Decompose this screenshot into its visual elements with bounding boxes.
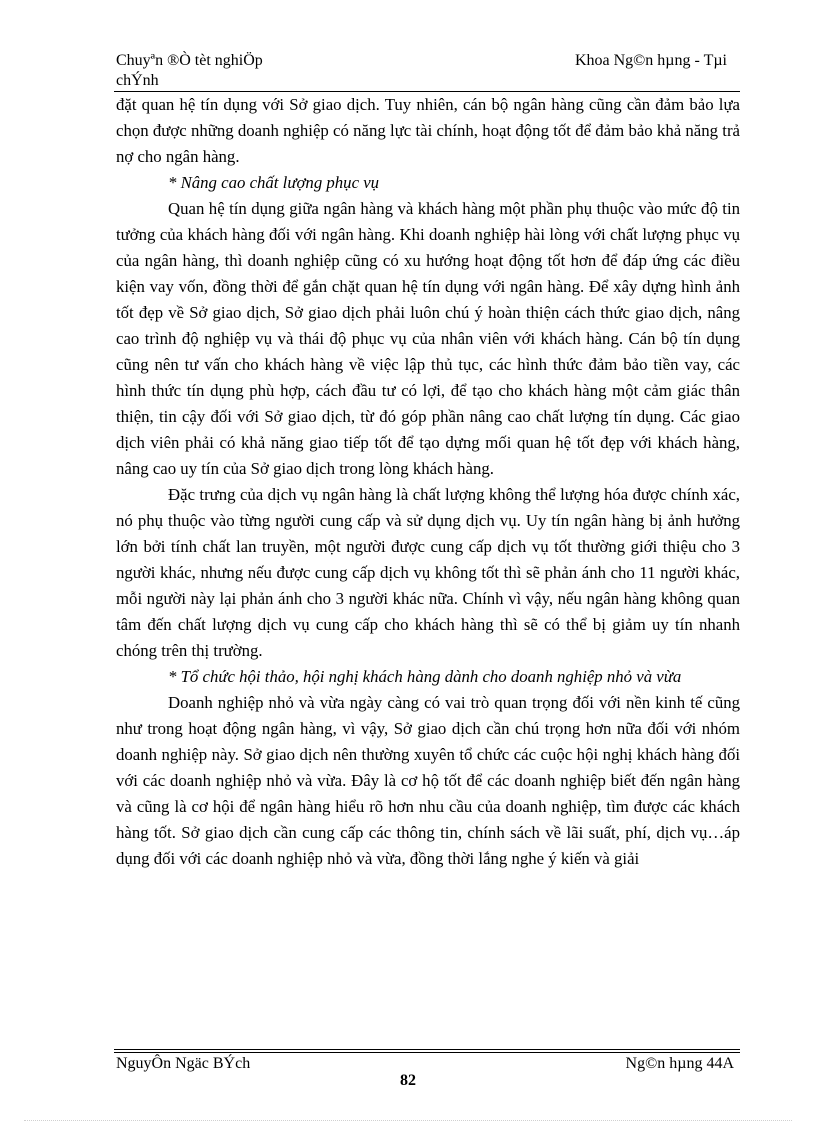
footer-author: NguyÔn Ngäc BÝch [116,1055,251,1072]
page-bottom-border [24,1120,792,1121]
subheading-service-quality: * Nâng cao chất lượng phục vụ [168,173,380,192]
footer-rule-top [114,1049,740,1050]
footer-rule-bottom [114,1052,740,1053]
paragraph-service-quality: Quan hệ tín dụng giữa ngân hàng và khách hàng một phần phụ thuộc vào mức độ tin tưởng của khách hàng đối với ngân hàng. Khi doanh nghiệp hài lòng với chất lượng phục vụ của ngân hàng, thì doanh nghiệp cũng có xu hướng hoạt động tốt hơn để đáp ứng các điều kiện vay vốn, đồng thời để gắn chặt quan hệ tín dụng với ngân hàng. Để xây dựng hình ảnh tốt đẹp về Sở giao dịch, Sở giao dịch phải luôn chú ý hoàn thiện cách thức giao dịch, nâng cao trình độ nghiệp vụ và thái độ phục vụ của nhân viên với khách hàng. Cán bộ tín dụng cũng nên tư vấn cho khách hàng về việc lập thủ tục, các hình thức đảm bảo tiền vay, các hình thức tín dụng phù hợp, cách đầu tư có lợi, để tạo cho khách hàng một cảm giác thân thiện, tin cậy đối với Sở giao dịch, từ đó góp phần nâng cao chất lượng tín dụng. Các giao dịch viên phải có khả năng giao tiếp tốt để tạo dựng mối quan hệ tốt đẹp với khách hàng, nâng cao uy tín của Sở giao dịch trong lòng khách hàng. [116,199,740,478]
header-right: Khoa Ng©n hµng - Tµi [574,52,727,69]
paragraph-sme-conferences: Doanh nghiệp nhỏ và vừa ngày càng có vai trò quan trọng đối với nền kinh tế cũng như trong hoạt động ngân hàng, vì vậy, Sở giao dịch cần chú trọng hơn nữa đối với nhóm doanh nghiệp này. Sở giao dịch nên thường xuyên tổ chức các cuộc hội nghị khách hàng đối với các doanh nghiệp nhỏ và vừa. Đây là cơ hộ tốt để các doanh nghiệp biết đến ngân hàng và cũng là cơ hội để ngân hàng hiểu rõ hơn nhu cầu của doanh nghiệp, tìm được các khách hàng tốt. Sở giao dịch cần cung cấp các thông tin, chính sách về lãi suất, phí, dịch vụ…áp dụng đối với các doanh nghiệp nhỏ và vừa, đồng thời lắng nghe ý kiến và giải [116,693,740,868]
page-body [116,92,740,872]
paragraph-continuation: đặt quan hệ tín dụng với Sở giao dịch. Tuy nhiên, cán bộ ngân hàng cũng cần đảm bảo lựa chọn được những doanh nghiệp có năng lực tài chính, hoạt động tốt để đảm bảo khả năng trả nợ cho ngân hàng. [116,95,740,166]
header-left: Chuyªn ®Ò tèt nghiÖp chÝnh [116,52,263,89]
footer-class: Ng©n hµng 44A [625,1055,734,1072]
paragraph-service-characteristics: Đặc trưng của dịch vụ ngân hàng là chất lượng không thể lượng hóa được chính xác, nó phụ thuộc vào từng người cung cấp và sử dụng dịch vụ. Uy tín ngân hàng bị ảnh hưởng lớn bởi tính chất lan truyền, một người được cung cấp dịch vụ tốt thường giới thiệu cho 3 người khác, nhưng nếu được cung cấp dịch vụ không tốt thì sẽ phản ánh cho 11 người khác, mỗi người này lại phản ánh cho 3 người khác nữa. Chính vì vậy, nếu ngân hàng không quan tâm đến chất lượng dịch vụ cung cấp cho khách hàng thì sẽ có thể bị giảm uy tín nhanh chóng trên thị trường. [116,485,740,660]
page-number: 82 [400,1072,416,1089]
subheading-conferences: * Tổ chức hội thảo, hội nghị khách hàng dành cho doanh nghiệp nhỏ và vừa [168,667,682,686]
